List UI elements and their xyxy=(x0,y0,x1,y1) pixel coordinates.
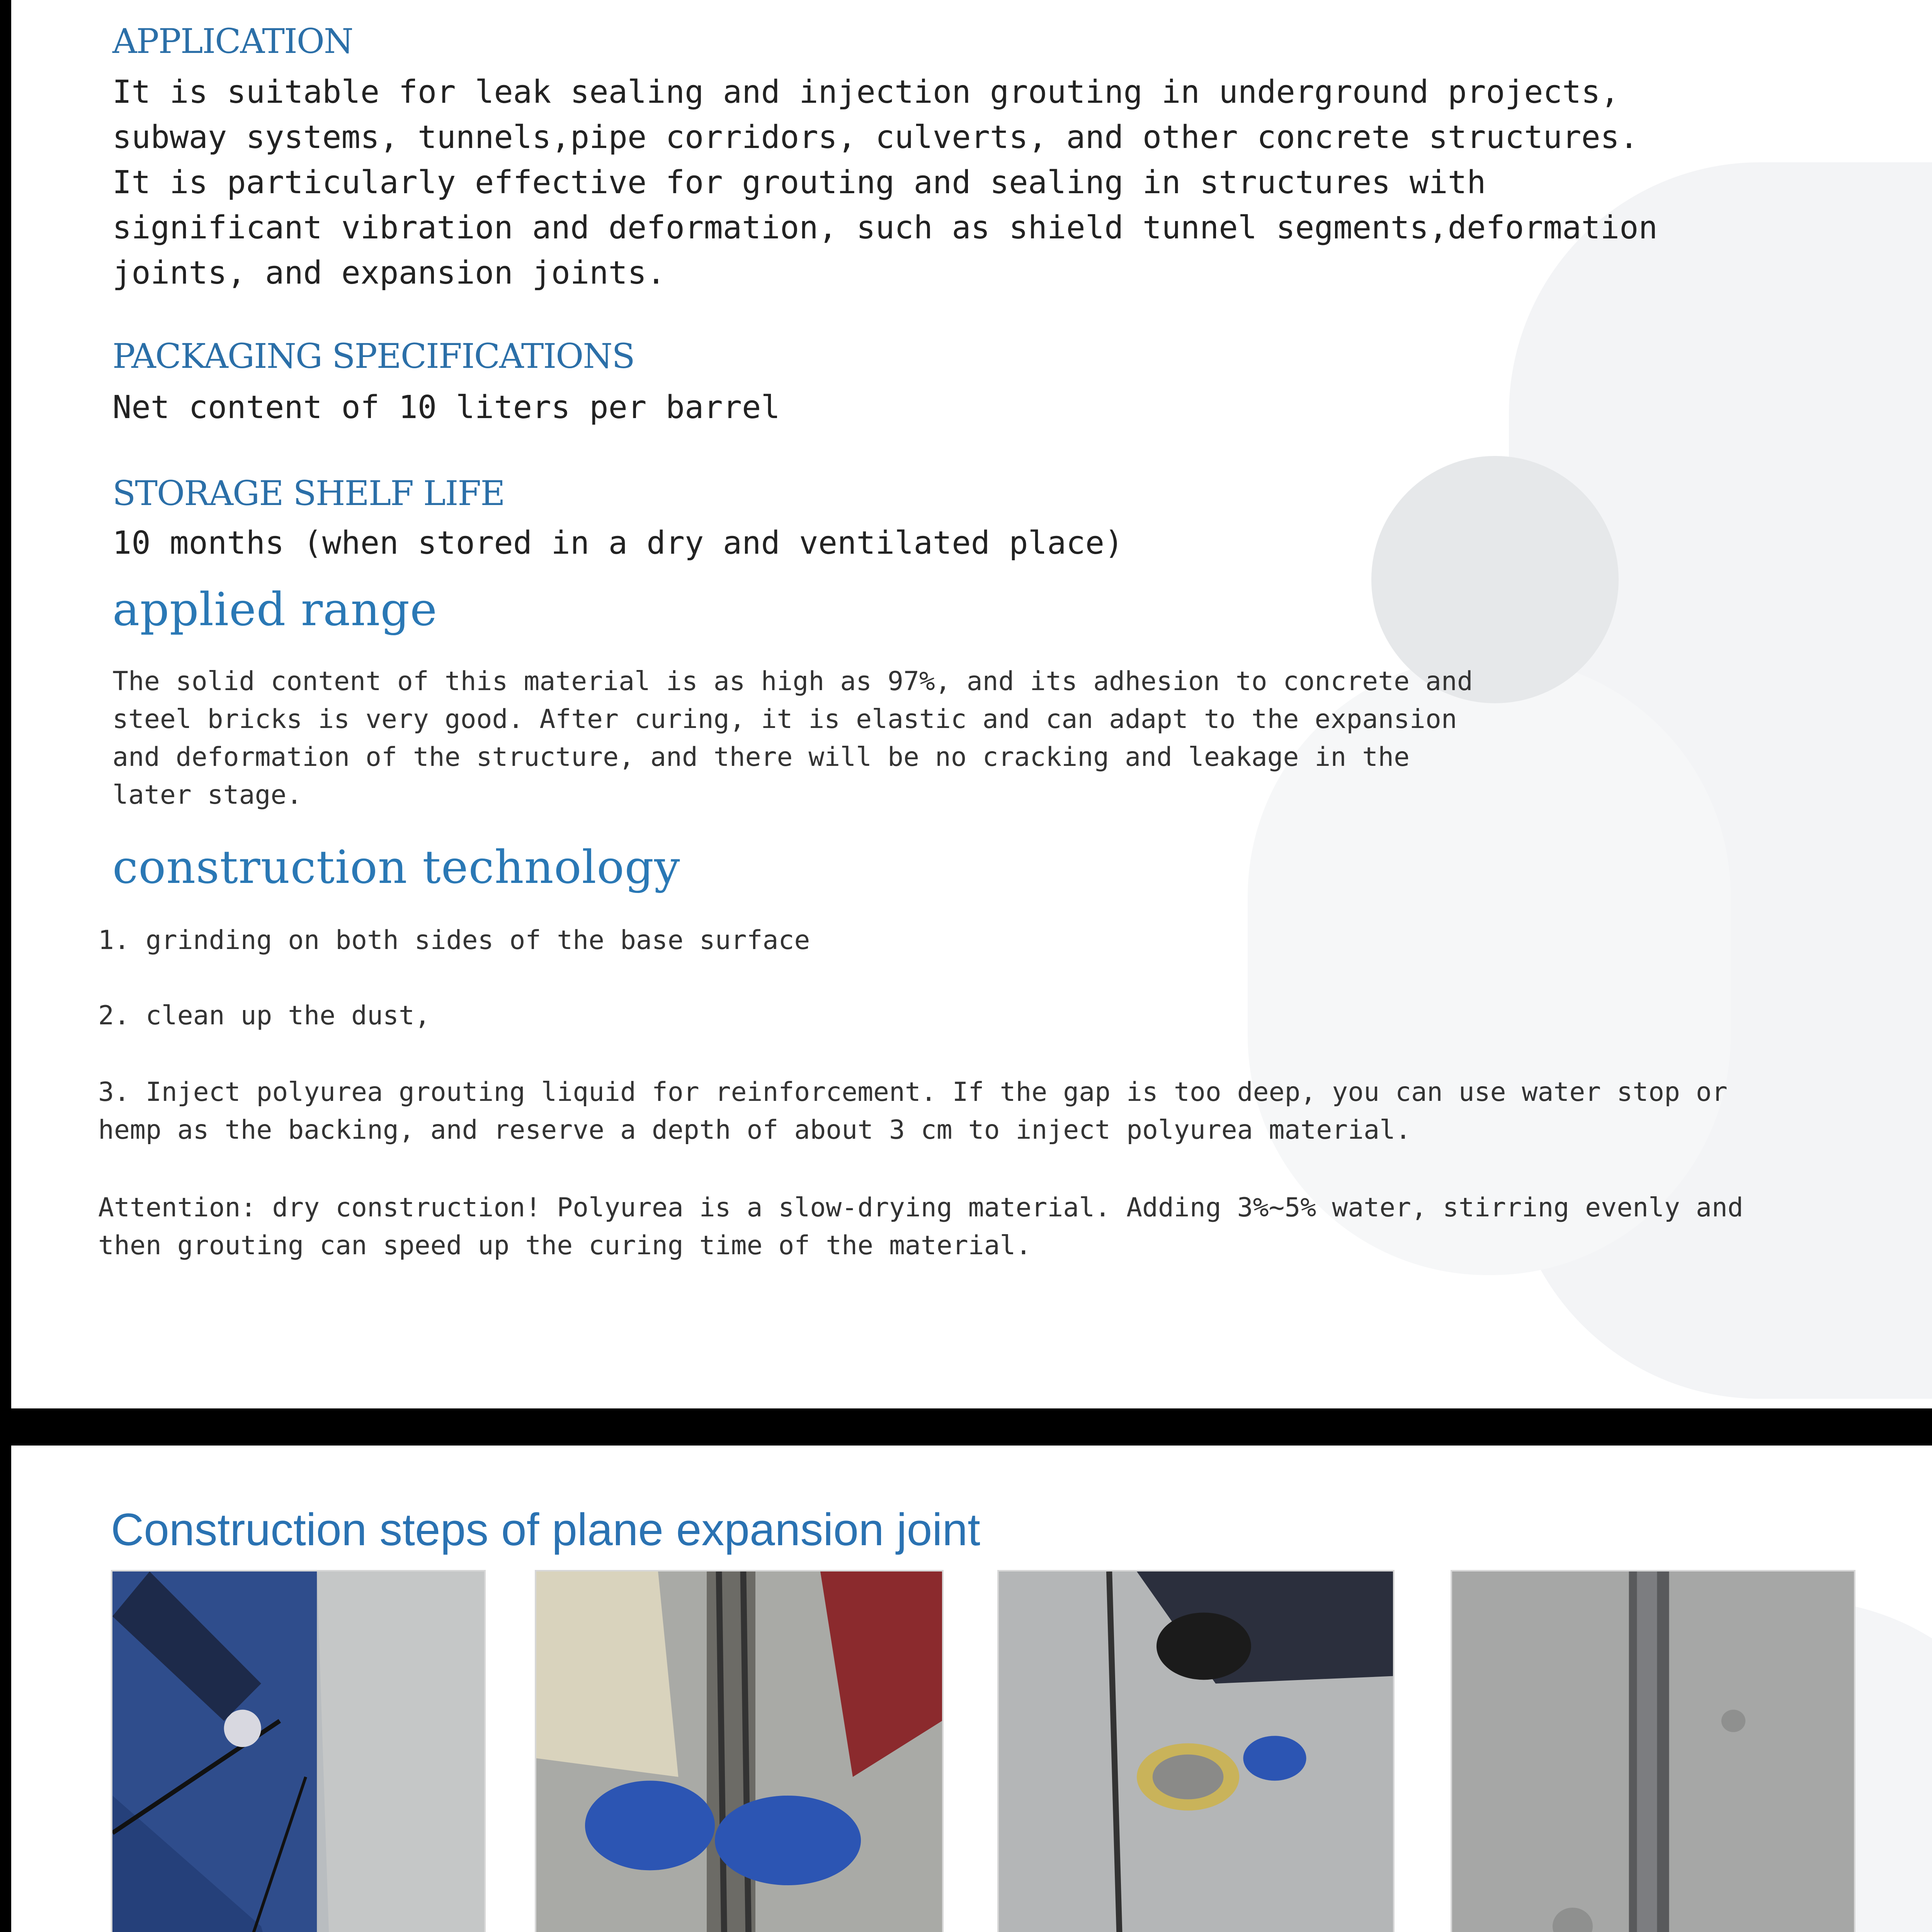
application-text: It is suitable for leak sealing and injection grouting in underground projects, subway systems, tunnels,pipe corridors, culverts, and other concrete structures. It is particularly effective for grouting and sealing in structures with significant vibration and deformation, such as shield tunnel segments,deformation joints, and expansion joints. xyxy=(112,74,1658,291)
storage-heading: STORAGE SHELF LIFE xyxy=(112,473,505,513)
attention-note: Attention: dry construction! Polyurea is a slow-drying material. Adding 3%~5% water, stirring evenly and then grouting can speed up the curing time of the material. xyxy=(98,1192,1743,1261)
applied-range-heading: applied range xyxy=(112,583,437,636)
plane-joint-title: Construction steps of plane expansion joint xyxy=(111,1504,980,1555)
construction-heading: construction technology xyxy=(112,840,680,894)
photo-plane-gloves xyxy=(535,1570,944,1932)
storage-text: 10 months (when stored in a dry and ventilated place) xyxy=(112,525,1124,561)
construction-step-2: 2. clean up the dust, xyxy=(98,1000,430,1031)
construction-step-3: 3. Inject polyurea grouting liquid for reinforcement. If the gap is too deep, you can use water stop or hemp as the backing, and reserve a depth of about 3 cm to inject polyurea material. xyxy=(98,1077,1728,1145)
spec-sheet-panel xyxy=(11,0,1932,1408)
photo-plane-pouring xyxy=(997,1570,1395,1932)
photo-plane-spraying xyxy=(111,1570,486,1932)
photo-gallery-panel xyxy=(11,1446,1932,1932)
application-heading: APPLICATION xyxy=(112,21,353,61)
applied-range-text: The solid content of this material is as high as 97%, and its adhesion to concrete and steel bricks is very good. After curing, it is elastic and can adapt to the expansion and deformation of the structure, and there will be no cracking and leakage in the later stage. xyxy=(112,666,1473,810)
construction-step-1: 1. grinding on both sides of the base surface xyxy=(98,925,810,956)
packaging-text: Net content of 10 liters per barrel xyxy=(112,389,780,426)
packaging-heading: PACKAGING SPECIFICATIONS xyxy=(112,336,634,376)
photo-plane-finished xyxy=(1451,1570,1855,1932)
